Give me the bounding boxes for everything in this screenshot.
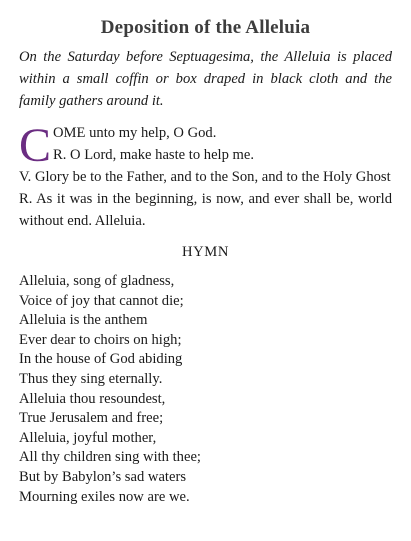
- hymn-line: Voice of joy that cannot die;: [19, 292, 184, 309]
- prayer-line: R. O Lord, make haste to help me.: [53, 147, 255, 163]
- hymn-line: Ever dear to choirs on high;: [19, 331, 182, 348]
- hymn-line: Alleluia thou resoundest,: [19, 390, 166, 407]
- rubric-paragraph: On the Saturday before Septuagesima, the Alleluia is placed within a small coffin or box draped in black cloth and the family gathers around it.: [19, 49, 392, 109]
- hymn-line: But by Babylon’s sad waters: [19, 468, 187, 485]
- hymn-line: True Jerusalem and free;: [19, 410, 164, 427]
- hymn-heading: HYMN: [182, 244, 229, 260]
- prayer-block: [19, 119, 392, 232]
- hymn-line: In the house of God abiding: [19, 351, 183, 368]
- hymn-line: Alleluia, joyful mother,: [19, 429, 157, 446]
- hymn-block: [19, 272, 392, 507]
- prayer-line: R. As it was in the beginning, is now, and ever shall be, world without end. Alleluia.: [19, 191, 392, 229]
- hymn-line: Mourning exiles now are we.: [19, 488, 190, 505]
- document-page: [19, 16, 392, 507]
- hymn-line: All thy children sing with thee;: [19, 449, 201, 466]
- prayer-line: OME unto my help, O God.: [53, 125, 217, 141]
- hymn-line: Thus they sing eternally.: [19, 370, 163, 387]
- prayer-line: V. Glory be to the Father, and to the Son, and to the Holy Ghost: [19, 169, 391, 185]
- hymn-line: Alleluia, song of gladness,: [19, 273, 175, 289]
- hymn-line: Alleluia is the anthem: [19, 312, 148, 329]
- page-title: Deposition of the Alleluia: [100, 17, 311, 38]
- drop-cap: C: [19, 119, 52, 172]
